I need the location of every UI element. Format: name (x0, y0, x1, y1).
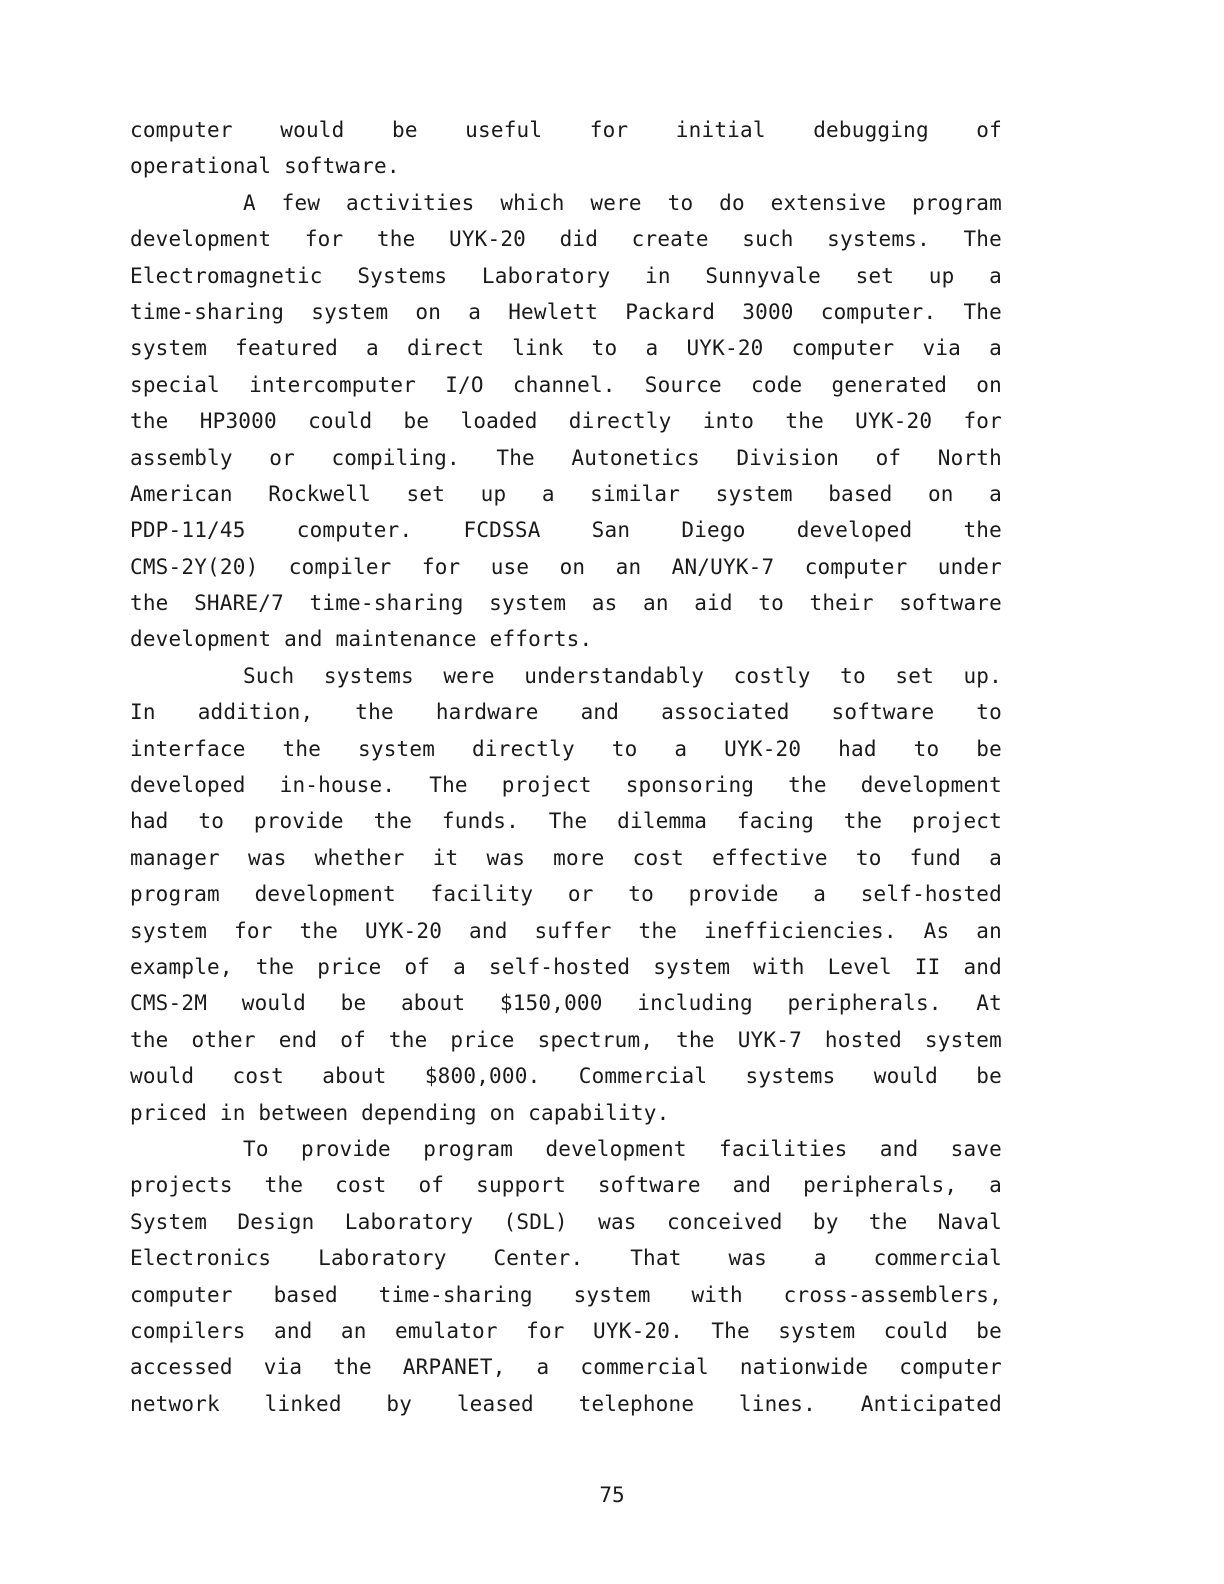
text-line: system for the UYK-20 and suffer the inefficiencies. As an (130, 918, 1002, 943)
text-line: Such systems were understandably costly to set up. (243, 663, 1002, 688)
text-line: System Design Laboratory (SDL) was conceived by the Naval (130, 1209, 1002, 1234)
text-line: compilers and an emulator for UYK-20. The system could be (130, 1318, 1002, 1343)
text-line: manager was whether it was more cost effective to fund a (130, 845, 1002, 870)
text-line: developed in-house. The project sponsoring the development (130, 773, 1002, 798)
text-line: projects the cost of support software and peripherals, a (130, 1173, 1002, 1198)
text-line: American Rockwell set up a similar system based on a (130, 481, 1002, 506)
text-line: example, the price of a self-hosted system with Level II and (130, 954, 1002, 979)
text-line: CMS-2Y(20) compiler for use on an AN/UYK-7 computer under (130, 554, 1002, 579)
text-line: special intercomputer I/O channel. Source code generated on (130, 372, 1002, 397)
text-line: the SHARE/7 time-sharing system as an aid to their software (130, 591, 1002, 616)
text-line: CMS-2M would be about $150,000 including peripherals. At (130, 991, 1002, 1016)
text-line: computer would be useful for initial debugging of (130, 118, 1002, 142)
text-line: assembly or compiling. The Autonetics Division of North (130, 445, 1002, 470)
text-line: A few activities which were to do extensive program (243, 190, 1002, 215)
text-line: priced in between depending on capability. (130, 1100, 670, 1125)
text-line: To provide program development facilities and save (243, 1136, 1002, 1161)
text-line: program development facility or to provide a self-hosted (130, 882, 1002, 907)
text-line: interface the system directly to a UYK-20 had to be (130, 736, 1002, 761)
text-line: Electronics Laboratory Center. That was a commercial (130, 1246, 1002, 1271)
text-line: computer based time-sharing system with cross-assemblers, (130, 1282, 1002, 1307)
text-line: PDP-11/45 computer. FCDSSA San Diego developed the (130, 518, 1002, 543)
page-number: 75 (599, 1483, 625, 1507)
text-line: the HP3000 could be loaded directly into the UYK-20 for (130, 409, 1002, 434)
text-line: development and maintenance efforts. (130, 627, 593, 652)
text-line: operational software. (130, 154, 400, 179)
text-line: system featured a direct link to a UYK-20 computer via a (130, 336, 1002, 361)
body-text (130, 112, 1002, 1422)
text-line: development for the UYK-20 did create such systems. The (130, 227, 1002, 252)
text-line: accessed via the ARPANET, a commercial nationwide computer (130, 1355, 1002, 1380)
text-line: the other end of the price spectrum, the UYK-7 hosted system (130, 1027, 1002, 1052)
text-line: time-sharing system on a Hewlett Packard 3000 computer. The (130, 299, 1002, 324)
text-line: In addition, the hardware and associated software to (130, 700, 1002, 725)
text-line: Electromagnetic Systems Laboratory in Sunnyvale set up a (130, 263, 1002, 288)
text-line: had to provide the funds. The dilemma facing the project (130, 809, 1002, 834)
text-line: would cost about $800,000. Commercial systems would be (130, 1064, 1002, 1089)
text-line: network linked by leased telephone lines. Anticipated (130, 1391, 1002, 1416)
